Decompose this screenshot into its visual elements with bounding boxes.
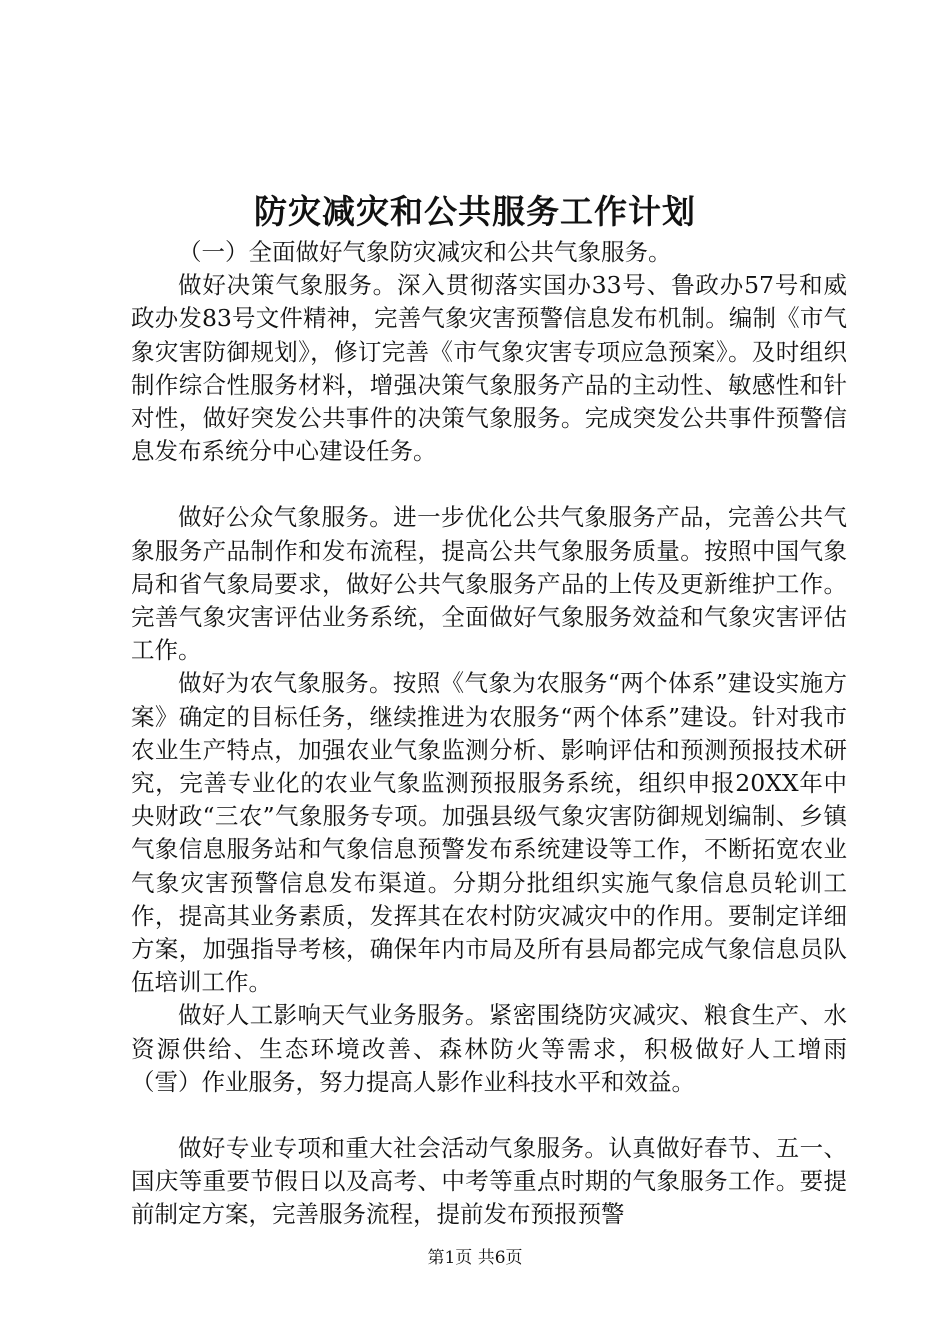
document-title: 防灾减灾和公共服务工作计划 (254, 192, 696, 231)
paragraph-gap (131, 1099, 847, 1132)
paragraph-gap (131, 468, 847, 501)
paragraph-decision-service: 做好决策气象服务。深入贯彻落实国办33号、鲁政办57号和威政办发83号文件精神，完善气象灾害预警信息发布机制。编制《市气象灾害防御规划》，修订完善《市气象灾害专项应急预案》。及时组织制作综合性服务材料，增强决策气象服务产品的主动性、敏感性和针对性，做好突发公共事件的决策气象服务。完成突发公共事件预警信息发布系统分中心建设任务。 (131, 271, 847, 466)
page-number-footer: 第1页 共6页 (427, 1248, 523, 1268)
section-heading: （一）全面做好气象防灾减灾和公共气象服务。 (178, 238, 672, 266)
paragraph-public-service: 做好公众气象服务。进一步优化公共气象服务产品，完善公共气象服务产品制作和发布流程，提高公共气象服务质量。按照中国气象局和省气象局要求，做好公共气象服务产品的上传及更新维护工作。完善气象灾害评估业务系统，全面做好气象服务效益和气象灾害评估工作。 (131, 503, 847, 665)
paragraph-special-events: 做好专业专项和重大社会活动气象服务。认真做好春节、五一、国庆等重要节假日以及高考、中考等重点时期的气象服务工作。要提前制定方案，完善服务流程，提前发布预报预警 (131, 1134, 847, 1229)
paragraph-weather-modification: 做好人工影响天气业务服务。紧密围绕防灾减灾、粮食生产、水资源供给、生态环境改善、森林防火等需求，积极做好人工增雨（雪）作业服务，努力提高人影作业科技水平和效益。 (131, 1001, 847, 1096)
document-body (131, 236, 847, 1232)
paragraph-agriculture-service: 做好为农气象服务。按照《气象为农服务“两个体系”建设实施方案》确定的目标任务，继续推进为农服务“两个体系”建设。针对我市农业生产特点，加强农业气象监测分析、影响评估和预测预报技术研究，完善专业化的农业气象监测预报服务系统，组织申报20XX年中央财政“三农”气象服务专项。加强县级气象灾害防御规划编制、乡镇气象信息服务站和气象信息预警发布系统建设等工作，不断拓宽农业气象灾害预警信息发布渠道。分期分批组织实施气象信息员轮训工作，提高其业务素质，发挥其在农村防灾减灾中的作用。要制定详细方案，加强指导考核，确保年内市局及所有县局都完成气象信息员队伍培训工作。 (131, 669, 847, 997)
